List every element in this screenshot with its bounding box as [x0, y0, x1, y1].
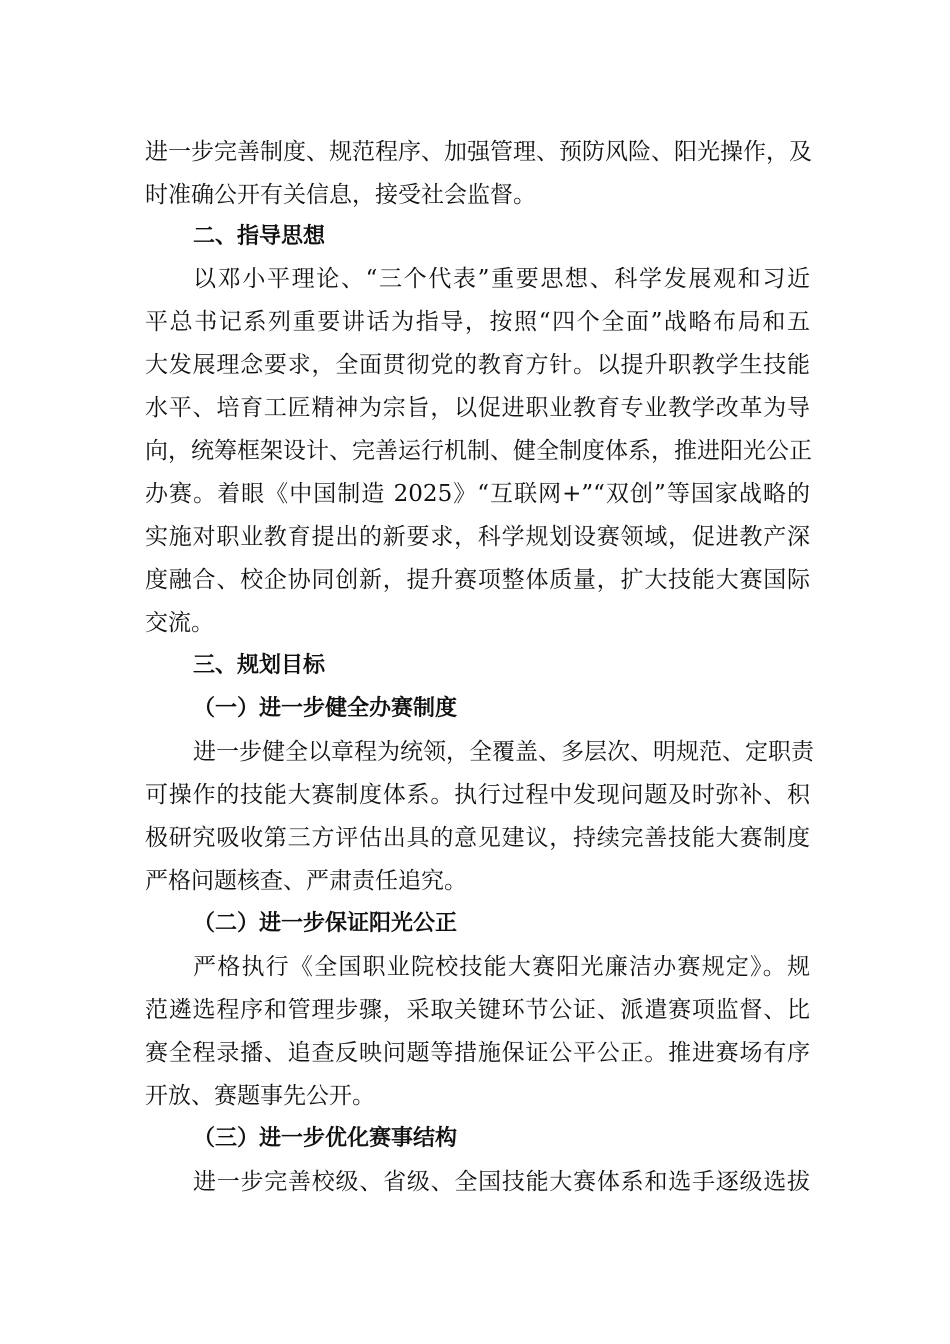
body-text-line: 严格问题核查、严肃责任追究。 [145, 868, 467, 894]
body-text-line: 进一步完善校级、省级、全国技能大赛体系和选手逐级选拔 [193, 1169, 810, 1195]
body-text-line: 平总书记系列重要讲话为指导，按照“四个全面”战略布局和五 [145, 309, 810, 335]
body-text-line: 大发展理念要求，全面贯彻党的教育方针。以提升职教学生技能 [145, 352, 810, 378]
body-text-line: 交流。 [145, 610, 214, 636]
body-text-line: 实施对职业教育提出的新要求，科学规划设赛领域，促进教产深 [145, 524, 810, 550]
body-text-line: 进一步完善制度、规范程序、加强管理、预防风险、阳光操作，及 [145, 139, 812, 165]
body-text-line: 范遴选程序和管理步骤，采取关键环节公证、派遣赛项监督、比 [145, 997, 810, 1023]
body-text-line: 严格执行《全国职业院校技能大赛阳光廉洁办赛规定》。规 [193, 954, 810, 980]
body-text-line: 办赛。着眼《中国制造 2025》“互联网+”“双创”等国家战略的 [145, 481, 810, 507]
body-text-line: 进一步健全以章程为统领，全覆盖、多层次、明规范、定职责 [193, 739, 814, 765]
body-text-line: 赛全程录播、追查反映问题等措施保证公平公正。推进赛场有序 [145, 1040, 810, 1066]
subsection-heading-1: （一）进一步健全办赛制度 [193, 696, 458, 721]
subsection-heading-3: （三）进一步优化赛事结构 [193, 1126, 458, 1151]
body-text-line: 可操作的技能大赛制度体系。执行过程中发现问题及时弥补、积 [145, 782, 810, 808]
body-text-line: 开放、赛题事先公开。 [145, 1083, 375, 1109]
body-text-line: 向，统筹框架设计、完善运行机制、健全制度体系，推进阳光公正 [145, 438, 812, 464]
body-text-line: 时准确公开有关信息，接受社会监督。 [145, 182, 536, 208]
section-heading-planning-goals: 三、规划目标 [193, 653, 326, 678]
body-text-line: 水平、培育工匠精神为宗旨，以促进职业教育专业教学改革为导 [145, 395, 810, 421]
body-text-line: 极研究吸收第三方评估出具的意见建议，持续完善技能大赛制度 [145, 825, 810, 851]
subsection-heading-2: （二）进一步保证阳光公正 [193, 911, 458, 936]
section-heading-guiding-ideology: 二、指导思想 [193, 224, 326, 249]
body-text-line: 度融合、校企协同创新，提升赛项整体质量，扩大技能大赛国际 [145, 567, 810, 593]
body-text-line: 以邓小平理论、“三个代表”重要思想、科学发展观和习近 [193, 266, 810, 292]
